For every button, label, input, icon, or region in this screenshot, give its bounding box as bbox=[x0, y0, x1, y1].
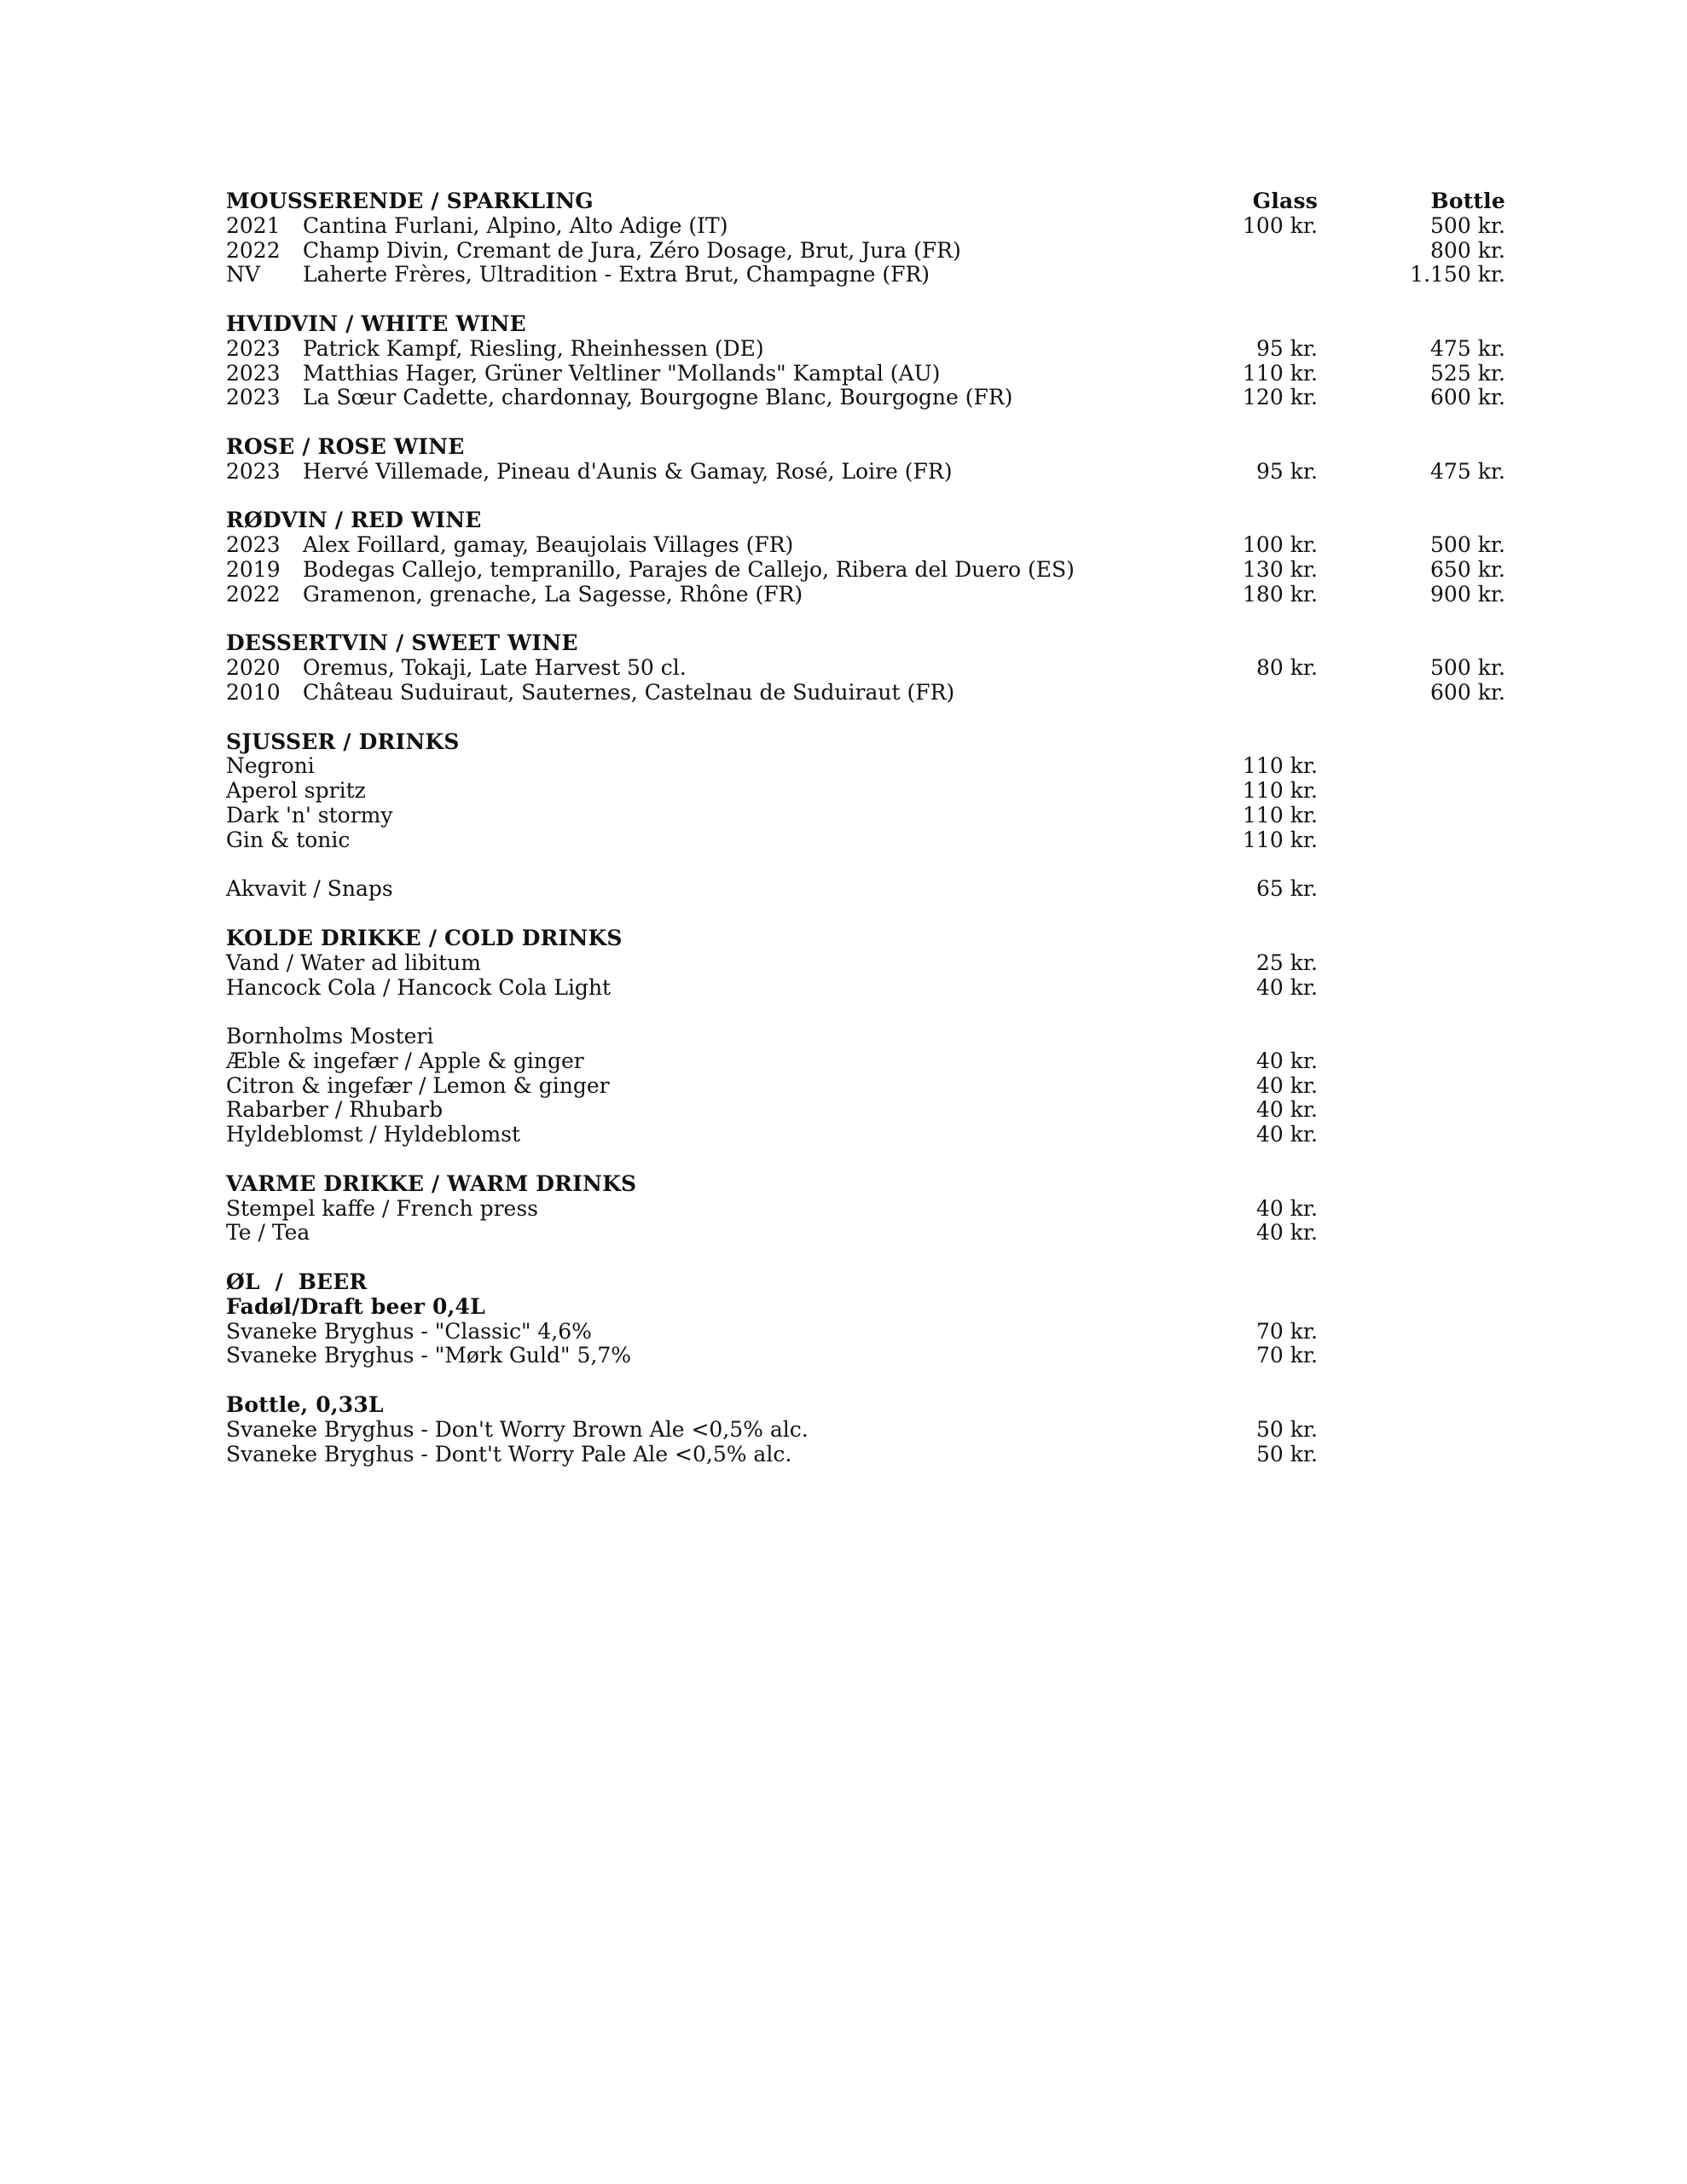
beer-name: Svaneke Bryghus - Don't Worry Brown Ale <0,5% alc. bbox=[226, 1416, 809, 1442]
price: 70 kr. bbox=[1255, 1318, 1318, 1344]
price: 40 kr. bbox=[1255, 1072, 1318, 1098]
menu-item bbox=[226, 263, 1505, 288]
glass-price bbox=[1181, 263, 1318, 288]
menu-item bbox=[226, 362, 1505, 386]
vintage: 2023 bbox=[226, 532, 281, 558]
glass-price bbox=[1181, 239, 1318, 264]
menu-item bbox=[226, 754, 1505, 779]
menu-item bbox=[226, 1123, 1505, 1147]
menu-item bbox=[226, 681, 1505, 706]
bottle-price: 475 kr. bbox=[1430, 458, 1505, 484]
spacer bbox=[226, 410, 1505, 435]
price: 65 kr. bbox=[1255, 876, 1318, 902]
glass-price bbox=[1181, 681, 1318, 706]
menu-item bbox=[226, 828, 1505, 853]
section-title: HVIDVIN / WHITE WINE bbox=[226, 311, 526, 336]
section-header-sweet bbox=[226, 631, 1505, 656]
price: 40 kr. bbox=[1255, 974, 1318, 1000]
spacer bbox=[226, 1246, 1505, 1270]
wine-name: Alex Foillard, gamay, Beaujolais Villages (FR) bbox=[303, 532, 794, 558]
drink-name: Rabarber / Rhubarb bbox=[226, 1097, 443, 1123]
bottle-price: 500 kr. bbox=[1430, 655, 1505, 681]
vintage: 2010 bbox=[226, 679, 281, 705]
drink-name: Aperol spritz bbox=[226, 778, 366, 804]
price: 110 kr. bbox=[1243, 802, 1318, 828]
section-title: RØDVIN / RED WINE bbox=[226, 508, 482, 533]
vintage: 2023 bbox=[226, 385, 281, 410]
wine-name: Matthias Hager, Grüner Veltliner "Mollands" Kamptal (AU) bbox=[303, 360, 941, 386]
price: 110 kr. bbox=[1243, 827, 1318, 852]
section-header-beer bbox=[226, 1270, 1505, 1295]
menu-item bbox=[226, 1320, 1505, 1345]
drink-name: Stempel kaffe / French press bbox=[226, 1195, 538, 1221]
vintage: 2019 bbox=[226, 556, 281, 582]
beer-name: Svaneke Bryghus - Dont't Worry Pale Ale <0,5% alc. bbox=[226, 1441, 792, 1467]
section-title: VARME DRIKKE / WARM DRINKS bbox=[226, 1170, 637, 1196]
menu-item bbox=[226, 337, 1505, 362]
wine-name: Gramenon, grenache, La Sagesse, Rhône (FR) bbox=[303, 581, 803, 607]
menu-item bbox=[226, 779, 1505, 804]
price: 50 kr. bbox=[1255, 1416, 1318, 1442]
beer-name: Svaneke Bryghus - "Classic" 4,6% bbox=[226, 1318, 592, 1344]
bottle-price: 650 kr. bbox=[1430, 556, 1505, 582]
wine-name: Patrick Kampf, Riesling, Rheinhessen (DE) bbox=[303, 335, 764, 361]
price: 40 kr. bbox=[1255, 1122, 1318, 1147]
menu-item bbox=[226, 877, 1505, 902]
price: 25 kr. bbox=[1255, 950, 1318, 975]
wine-name: Bodegas Callejo, tempranillo, Parajes de Callejo, Ribera del Duero (ES) bbox=[303, 556, 1075, 582]
section-header-sparkling bbox=[226, 189, 1505, 214]
section-title: ROSE / ROSE WINE bbox=[226, 433, 465, 459]
vintage: 2023 bbox=[226, 360, 281, 386]
menu-item bbox=[226, 583, 1505, 607]
subsection-header-bottle bbox=[226, 1393, 1505, 1418]
glass-price: 80 kr. bbox=[1255, 655, 1318, 681]
menu-item bbox=[226, 976, 1505, 1001]
bottle-price: 500 kr. bbox=[1430, 212, 1505, 238]
menu-item bbox=[226, 214, 1505, 239]
vintage: 2023 bbox=[226, 335, 281, 361]
glass-price: 130 kr. bbox=[1243, 556, 1318, 582]
bottle-price: 525 kr. bbox=[1430, 360, 1505, 386]
drink-name: Hancock Cola / Hancock Cola Light bbox=[226, 974, 612, 1000]
menu-item bbox=[226, 1197, 1505, 1222]
spacer bbox=[226, 853, 1505, 878]
bottle-price: 600 kr. bbox=[1430, 385, 1505, 410]
wine-name: Laherte Frères, Ultradition - Extra Brut, Champagne (FR) bbox=[303, 262, 930, 288]
bottle-price: 800 kr. bbox=[1430, 237, 1505, 263]
section-header-drinks bbox=[226, 730, 1505, 755]
menu-item bbox=[226, 804, 1505, 828]
menu-item bbox=[226, 1098, 1505, 1123]
price: 40 kr. bbox=[1255, 1097, 1318, 1123]
section-header-white bbox=[226, 312, 1505, 337]
section-title: ØL / BEER bbox=[226, 1269, 368, 1295]
glass-price: 95 kr. bbox=[1255, 458, 1318, 484]
spacer bbox=[226, 1000, 1505, 1025]
glass-price: 110 kr. bbox=[1243, 360, 1318, 386]
menu-item bbox=[226, 533, 1505, 558]
column-header-glass: Glass bbox=[1252, 189, 1318, 213]
glass-price: 100 kr. bbox=[1243, 212, 1318, 238]
drink-name: Gin & tonic bbox=[226, 827, 351, 852]
drink-name: Negroni bbox=[226, 753, 315, 779]
drink-name: Te / Tea bbox=[226, 1220, 310, 1246]
price: 40 kr. bbox=[1255, 1048, 1318, 1073]
menu-item bbox=[226, 1221, 1505, 1246]
wine-name: Oremus, Tokaji, Late Harvest 50 cl. bbox=[303, 655, 687, 681]
subsection-header-draft bbox=[226, 1295, 1505, 1320]
price: 110 kr. bbox=[1243, 753, 1318, 779]
subsection-title: Fadøl/Draft beer 0,4L bbox=[226, 1293, 485, 1319]
spacer bbox=[226, 607, 1505, 632]
section-header-cold bbox=[226, 926, 1505, 951]
bottle-price: 600 kr. bbox=[1430, 679, 1505, 705]
spacer bbox=[226, 288, 1505, 312]
price: 40 kr. bbox=[1255, 1220, 1318, 1246]
spacer bbox=[226, 1147, 1505, 1172]
vintage: NV bbox=[226, 262, 260, 288]
glass-price: 180 kr. bbox=[1243, 581, 1318, 607]
vintage: 2023 bbox=[226, 458, 281, 484]
section-header-rose bbox=[226, 435, 1505, 460]
bottle-price: 475 kr. bbox=[1430, 335, 1505, 361]
menu-item bbox=[226, 239, 1505, 264]
section-header-warm bbox=[226, 1172, 1505, 1197]
vintage: 2021 bbox=[226, 212, 281, 238]
drink-name: Æble & ingefær / Apple & ginger bbox=[226, 1048, 584, 1073]
wine-name: La Sœur Cadette, chardonnay, Bourgogne Blanc, Bourgogne (FR) bbox=[303, 385, 1013, 410]
price: 110 kr. bbox=[1243, 778, 1318, 804]
section-title: DESSERTVIN / SWEET WINE bbox=[226, 630, 578, 656]
price: 70 kr. bbox=[1255, 1343, 1318, 1368]
vintage: 2020 bbox=[226, 655, 281, 681]
section-title: SJUSSER / DRINKS bbox=[226, 729, 460, 754]
beer-name: Svaneke Bryghus - "Mørk Guld" 5,7% bbox=[226, 1343, 631, 1368]
producer-name: Bornholms Mosteri bbox=[226, 1024, 434, 1049]
wine-name: Hervé Villemade, Pineau d'Aunis & Gamay, Rosé, Loire (FR) bbox=[303, 458, 953, 484]
glass-price: 120 kr. bbox=[1243, 385, 1318, 410]
glass-price: 95 kr. bbox=[1255, 335, 1318, 361]
drink-name: Hyldeblomst / Hyldeblomst bbox=[226, 1122, 521, 1147]
drink-name: Dark 'n' stormy bbox=[226, 802, 393, 828]
menu-item bbox=[226, 386, 1505, 410]
bottle-price: 1.150 kr. bbox=[1410, 262, 1505, 288]
wine-name: Cantina Furlani, Alpino, Alto Adige (IT) bbox=[303, 212, 728, 238]
wine-name: Château Suduiraut, Sauternes, Castelnau de Suduiraut (FR) bbox=[303, 679, 955, 705]
price: 40 kr. bbox=[1255, 1195, 1318, 1221]
subsection-title bbox=[226, 1025, 1505, 1049]
column-header-bottle: Bottle bbox=[1430, 189, 1505, 213]
drink-name: Vand / Water ad libitum bbox=[226, 950, 481, 975]
menu-item bbox=[226, 1344, 1505, 1368]
drink-name: Akvavit / Snaps bbox=[226, 876, 393, 902]
bottle-price: 900 kr. bbox=[1430, 581, 1505, 607]
subsection-title: Bottle, 0,33L bbox=[226, 1392, 384, 1418]
spacer bbox=[226, 1368, 1505, 1393]
spacer bbox=[226, 706, 1505, 730]
section-header-red bbox=[226, 508, 1505, 533]
drinks-menu bbox=[226, 189, 1505, 1467]
menu-item bbox=[226, 1049, 1505, 1074]
section-title: KOLDE DRIKKE / COLD DRINKS bbox=[226, 925, 623, 950]
price: 50 kr. bbox=[1255, 1441, 1318, 1467]
wine-name: Champ Divin, Cremant de Jura, Zéro Dosage, Brut, Jura (FR) bbox=[303, 237, 961, 263]
section-title: MOUSSERENDE / SPARKLING bbox=[226, 189, 594, 213]
menu-item bbox=[226, 558, 1505, 583]
spacer bbox=[226, 485, 1505, 509]
spacer bbox=[226, 902, 1505, 926]
vintage: 2022 bbox=[226, 237, 281, 263]
menu-table bbox=[226, 189, 1505, 1467]
menu-item bbox=[226, 460, 1505, 485]
menu-item bbox=[226, 1074, 1505, 1099]
glass-price: 100 kr. bbox=[1243, 532, 1318, 558]
menu-item bbox=[226, 1418, 1505, 1443]
drink-name: Citron & ingefær / Lemon & ginger bbox=[226, 1072, 610, 1098]
bottle-price: 500 kr. bbox=[1430, 532, 1505, 558]
menu-item bbox=[226, 656, 1505, 681]
vintage: 2022 bbox=[226, 581, 281, 607]
menu-item bbox=[226, 1443, 1505, 1467]
menu-item bbox=[226, 951, 1505, 976]
